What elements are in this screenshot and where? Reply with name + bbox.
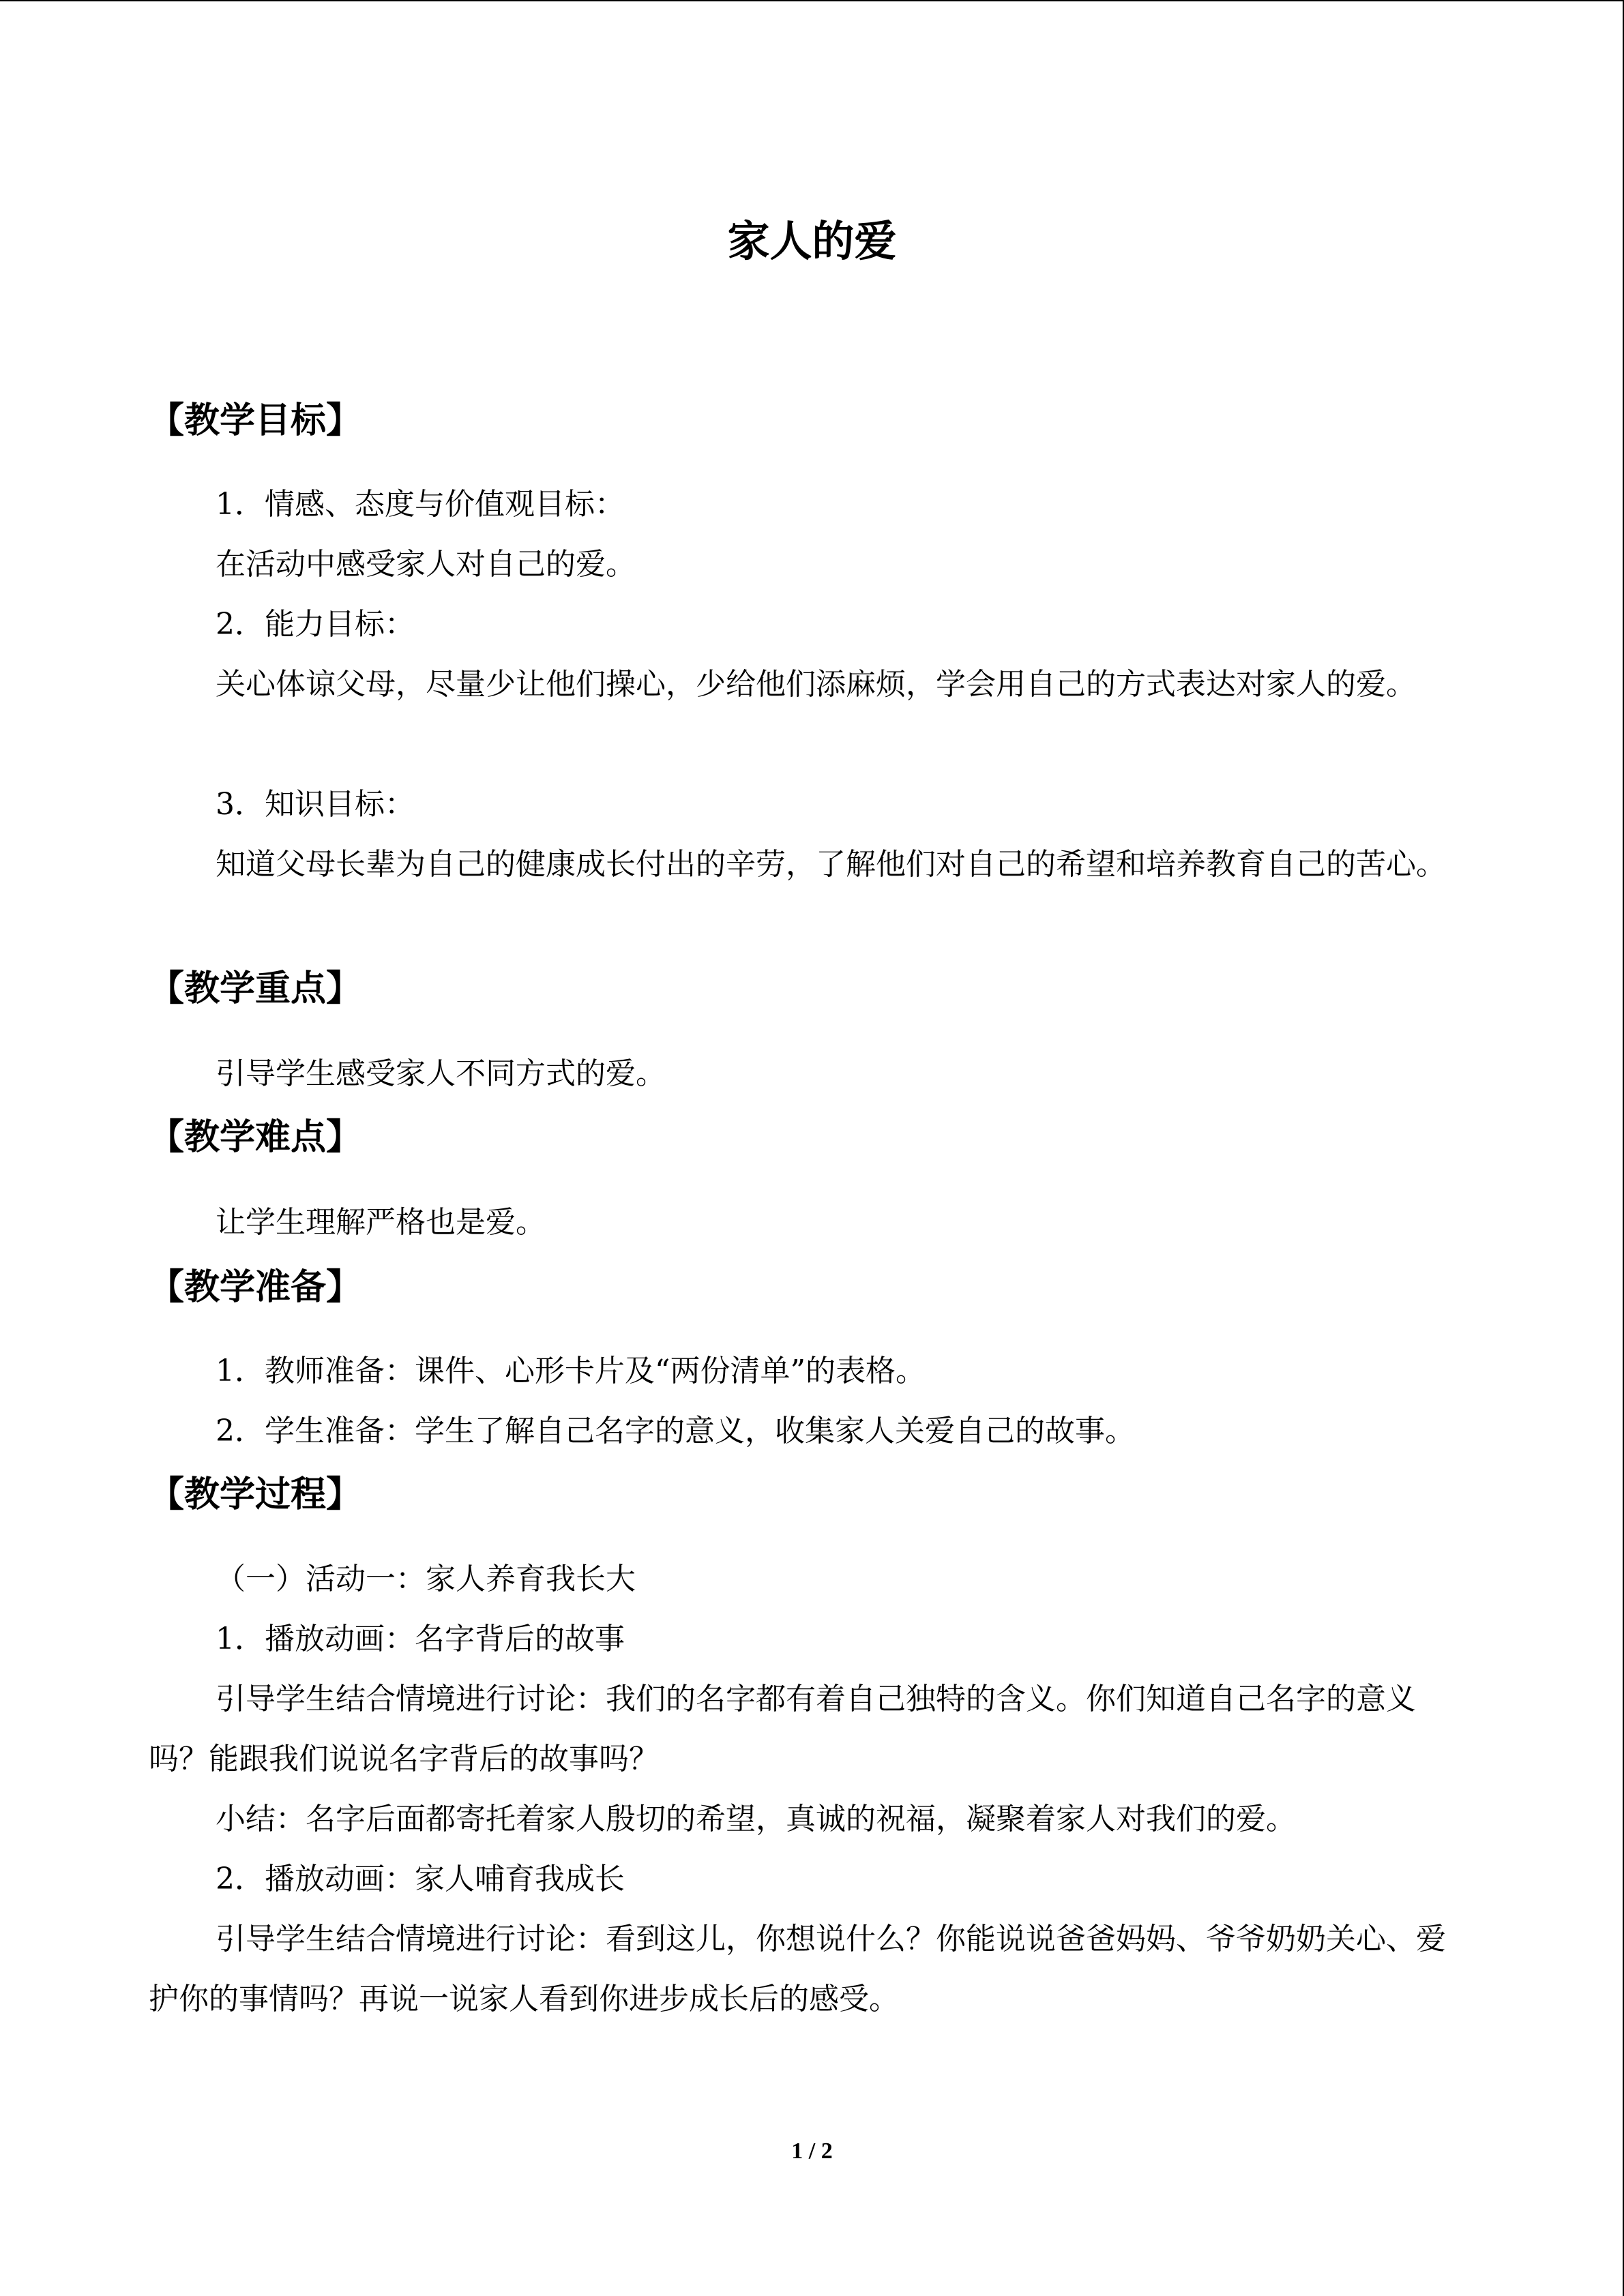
paragraph: 让学生理解严格也是爱。 [216,1205,546,1240]
paragraph: 引导学生结合情境进行讨论：看到这儿，你想说什么？你能说说爸爸妈妈、爷爷奶奶关心、爱护你的事情吗？再说一说家人看到你进步成长后的感受。 [149,1922,1446,2016]
section-heading-preparation: 【教学准备】 [149,1267,362,1308]
paragraph: 1．教师准备：课件、心形卡片及“两份清单”的表格。 [216,1354,926,1388]
page-number: 1 / 2 [791,2138,833,2164]
paragraph: 3．知识目标： [216,787,415,822]
section-heading-process: 【教学过程】 [149,1474,362,1515]
paragraph: 1．情感、态度与价值观目标： [216,487,625,522]
section-heading-key-points: 【教学重点】 [149,968,362,1009]
paragraph: 2．播放动画：家人哺育我成长 [216,1862,625,1896]
paragraph: 2．学生准备：学生了解自己名字的意义，收集家人关爱自己的故事。 [216,1414,1135,1448]
paragraph: 引导学生感受家人不同方式的爱。 [216,1056,666,1091]
document-title: 家人的爱 [727,216,897,266]
paragraph: 关心体谅父母，尽量少让他们操心，少给他们添麻烦，学会用自己的方式表达对家人的爱。 [216,667,1416,702]
paragraph: （一）活动一：家人养育我长大 [216,1562,636,1596]
paragraph: 在活动中感受家人对自己的爱。 [216,547,636,582]
paragraph: 小结：名字后面都寄托着家人殷切的希望，真诚的祝福，凝聚着家人对我们的爱。 [216,1802,1296,1836]
section-heading-goals: 【教学目标】 [149,400,362,441]
paragraph: 知道父母长辈为自己的健康成长付出的辛劳，了解他们对自己的希望和培养教育自己的苦心。 [216,847,1446,882]
paragraph: 2．能力目标： [216,607,415,642]
section-heading-difficulties: 【教学难点】 [149,1117,362,1158]
paragraph: 引导学生结合情境进行讨论：我们的名字都有着自己独特的含义。你们知道自己名字的意义吗？能跟我们说说名字背后的故事吗？ [149,1682,1416,1776]
paragraph: 1．播放动画：名字背后的故事 [216,1622,625,1656]
